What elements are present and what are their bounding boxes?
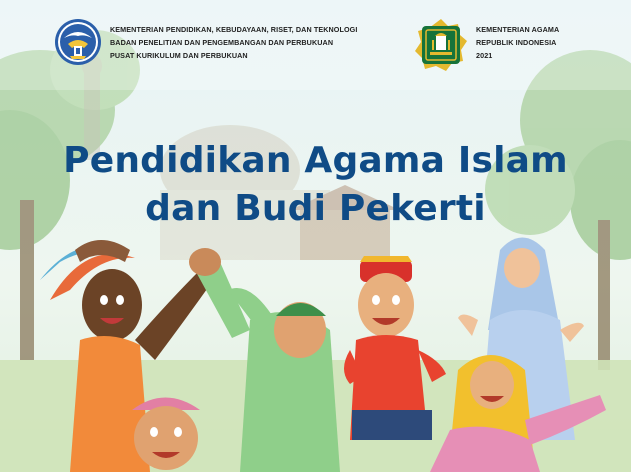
book-title-line-2: dan Budi Pekerti [145, 188, 486, 229]
book-title-line-1: Pendidikan Agama Islam [63, 140, 568, 181]
kemenag-line-year: 2021 [476, 51, 493, 60]
kemenag-line-1: KEMENTERIAN AGAMA [476, 25, 560, 34]
tut-wuri-handayani-logo [54, 18, 102, 66]
ministry-line-3: PUSAT KURIKULUM DAN PERBUKUAN [110, 51, 248, 60]
kemendikbud-header [54, 18, 357, 66]
ministry-line-2: BADAN PENELITIAN DAN PENGEMBANGAN DAN PERBUKUAN [110, 38, 334, 47]
kementerian-agama-logo [414, 18, 468, 72]
kemenag-header [414, 18, 559, 72]
kemenag-line-2: REPUBLIK INDONESIA [476, 38, 557, 47]
ministry-line-1: KEMENTERIAN PENDIDIKAN, KEBUDAYAAN, RISET, DAN TEKNOLOGI [110, 25, 358, 34]
child-pink-cap-boy [132, 398, 200, 471]
